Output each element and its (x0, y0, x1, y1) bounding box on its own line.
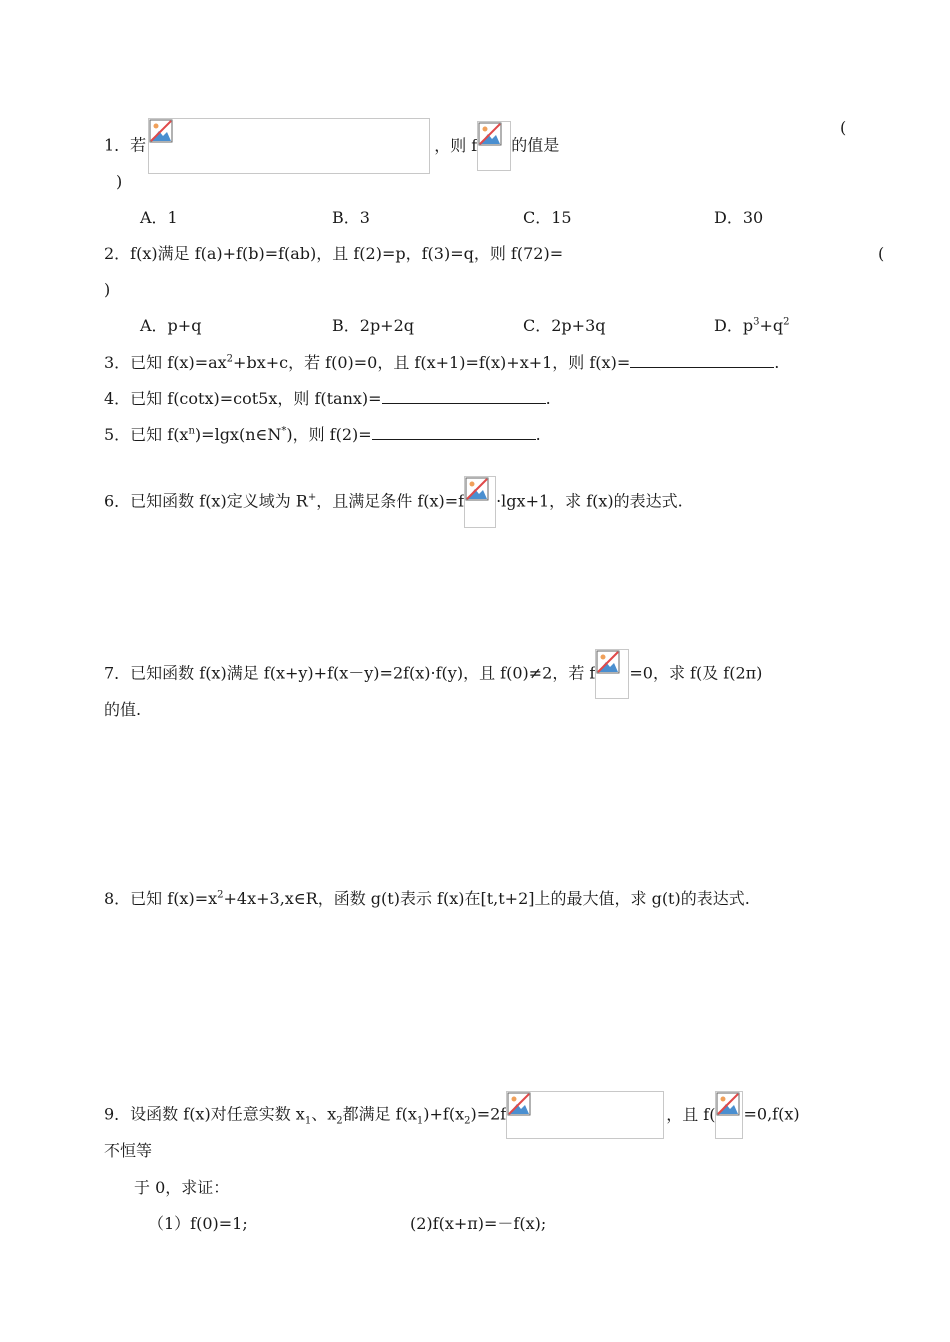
q1-mid-text: ，则 f (434, 135, 478, 155)
q5-sup: n (188, 425, 195, 437)
q2-option-a: A．p+q (140, 316, 202, 335)
q8-sup: 2 (217, 889, 224, 901)
question-2: 2．f(x)满足 f(a)+f(b)=f(ab)，且 f(2)=p，f(3)=q，则 f(72)= (104, 244, 564, 263)
q1-paren-close: ) (116, 172, 123, 191)
q2-option-c: C．2p+3q (523, 316, 606, 335)
q2-option-d-pre: D．p (714, 316, 754, 335)
q2-option-d-sup1: 3 (753, 316, 760, 328)
q2-option-d (714, 316, 789, 336)
q2-option-d-sup2: 2 (783, 316, 790, 328)
q1-option-a: A．1 (140, 208, 178, 227)
q1-number: 1．若 (104, 135, 147, 155)
q9-mid2: 都满足 f(x (342, 1104, 417, 1124)
q9-mid5: ，且 f( (666, 1104, 716, 1124)
q7-pre: 7．已知函数 f(x)满足 f(x+y)+f(x－y)=2f(x)·f(y)，且 f(0)≠2，若 f (104, 663, 596, 683)
q9-sub3: 1 (416, 1115, 424, 1127)
q1-paren-open: ( (840, 118, 847, 137)
broken-image-icon (595, 649, 629, 699)
q3-answer-blank (630, 353, 774, 368)
q2-paren-close: ) (104, 280, 111, 299)
q9-mid3: )+f(x (423, 1104, 465, 1124)
q4-end: . (545, 389, 551, 408)
q3-pre: 3．已知 f(x)=ax (104, 353, 227, 372)
broken-image-icon (148, 118, 430, 174)
q5-mid: )=lgx(n∈N (194, 425, 282, 444)
q7-line2: 的值. (104, 700, 142, 719)
q9-sub1: 1 (304, 1115, 312, 1127)
question-8 (104, 889, 750, 909)
q9-mid1: 、x (311, 1104, 337, 1124)
q4-answer-blank (382, 389, 546, 404)
q5-sup2: * (281, 425, 287, 437)
question-3 (104, 353, 779, 373)
question-5 (104, 425, 541, 445)
question-4 (104, 389, 551, 409)
broken-image-icon (506, 1091, 664, 1139)
q9-post: =0,f(x) (743, 1104, 800, 1124)
q1-option-c: C．15 (523, 208, 572, 227)
q6-sup: + (307, 492, 317, 504)
broken-image-icon (464, 476, 496, 528)
question-6 (104, 476, 683, 528)
broken-image-icon (477, 121, 511, 171)
q3-post: +bx+c，若 f(0)=0，且 f(x+1)=f(x)+x+1，则 f(x)= (233, 353, 631, 372)
q8-post: +4x+3,x∈R，函数 g(t)表示 f(x)在[t,t+2]上的最大值，求 g(t)的表达式. (223, 889, 750, 908)
q9-mid4: )=2f (470, 1104, 507, 1124)
q9-line2: 不恒等 (104, 1141, 153, 1160)
q7-post: =0，求 f(及 f(2π) (629, 663, 763, 683)
q1-option-b: B．3 (332, 208, 370, 227)
q1-tail-text: 的值是 (511, 135, 560, 155)
q2-option-b: B．2p+2q (332, 316, 415, 335)
q6-pre: 6．已知函数 f(x)定义域为 R (104, 491, 308, 511)
q2-option-d-mid: +q (759, 316, 784, 335)
q9-line3: 于 0，求证： (134, 1178, 230, 1197)
q9-part2: (2)f(x+π)=－f(x); (410, 1214, 547, 1233)
question-7 (104, 649, 762, 699)
q9-part1: （1）f(0)=1; (148, 1214, 248, 1233)
broken-image-icon (715, 1091, 743, 1139)
q1-option-d: D．30 (714, 208, 764, 227)
q6-mid: ，且满足条件 f(x)=f (316, 491, 465, 511)
q3-end: . (774, 353, 780, 372)
question-9 (104, 1091, 800, 1139)
q4-pre: 4．已知 f(cotx)=cot5x，则 f(tanx)= (104, 389, 382, 408)
q5-post: )，则 f(2)= (286, 425, 372, 444)
q2-paren-open: ( (878, 244, 885, 263)
question-1 (104, 118, 559, 174)
q9-sub4: 2 (464, 1115, 471, 1127)
q9-sub2: 2 (336, 1115, 343, 1127)
q9-pre: 9．设函数 f(x)对任意实数 x (104, 1104, 305, 1124)
q8-pre: 8．已知 f(x)=x (104, 889, 218, 908)
q5-end: . (535, 425, 541, 444)
q5-pre: 5．已知 f(x (104, 425, 189, 444)
q6-post: ·lgx+1，求 f(x)的表达式. (496, 491, 683, 511)
q3-sup: 2 (226, 353, 234, 365)
q5-answer-blank (372, 425, 536, 440)
